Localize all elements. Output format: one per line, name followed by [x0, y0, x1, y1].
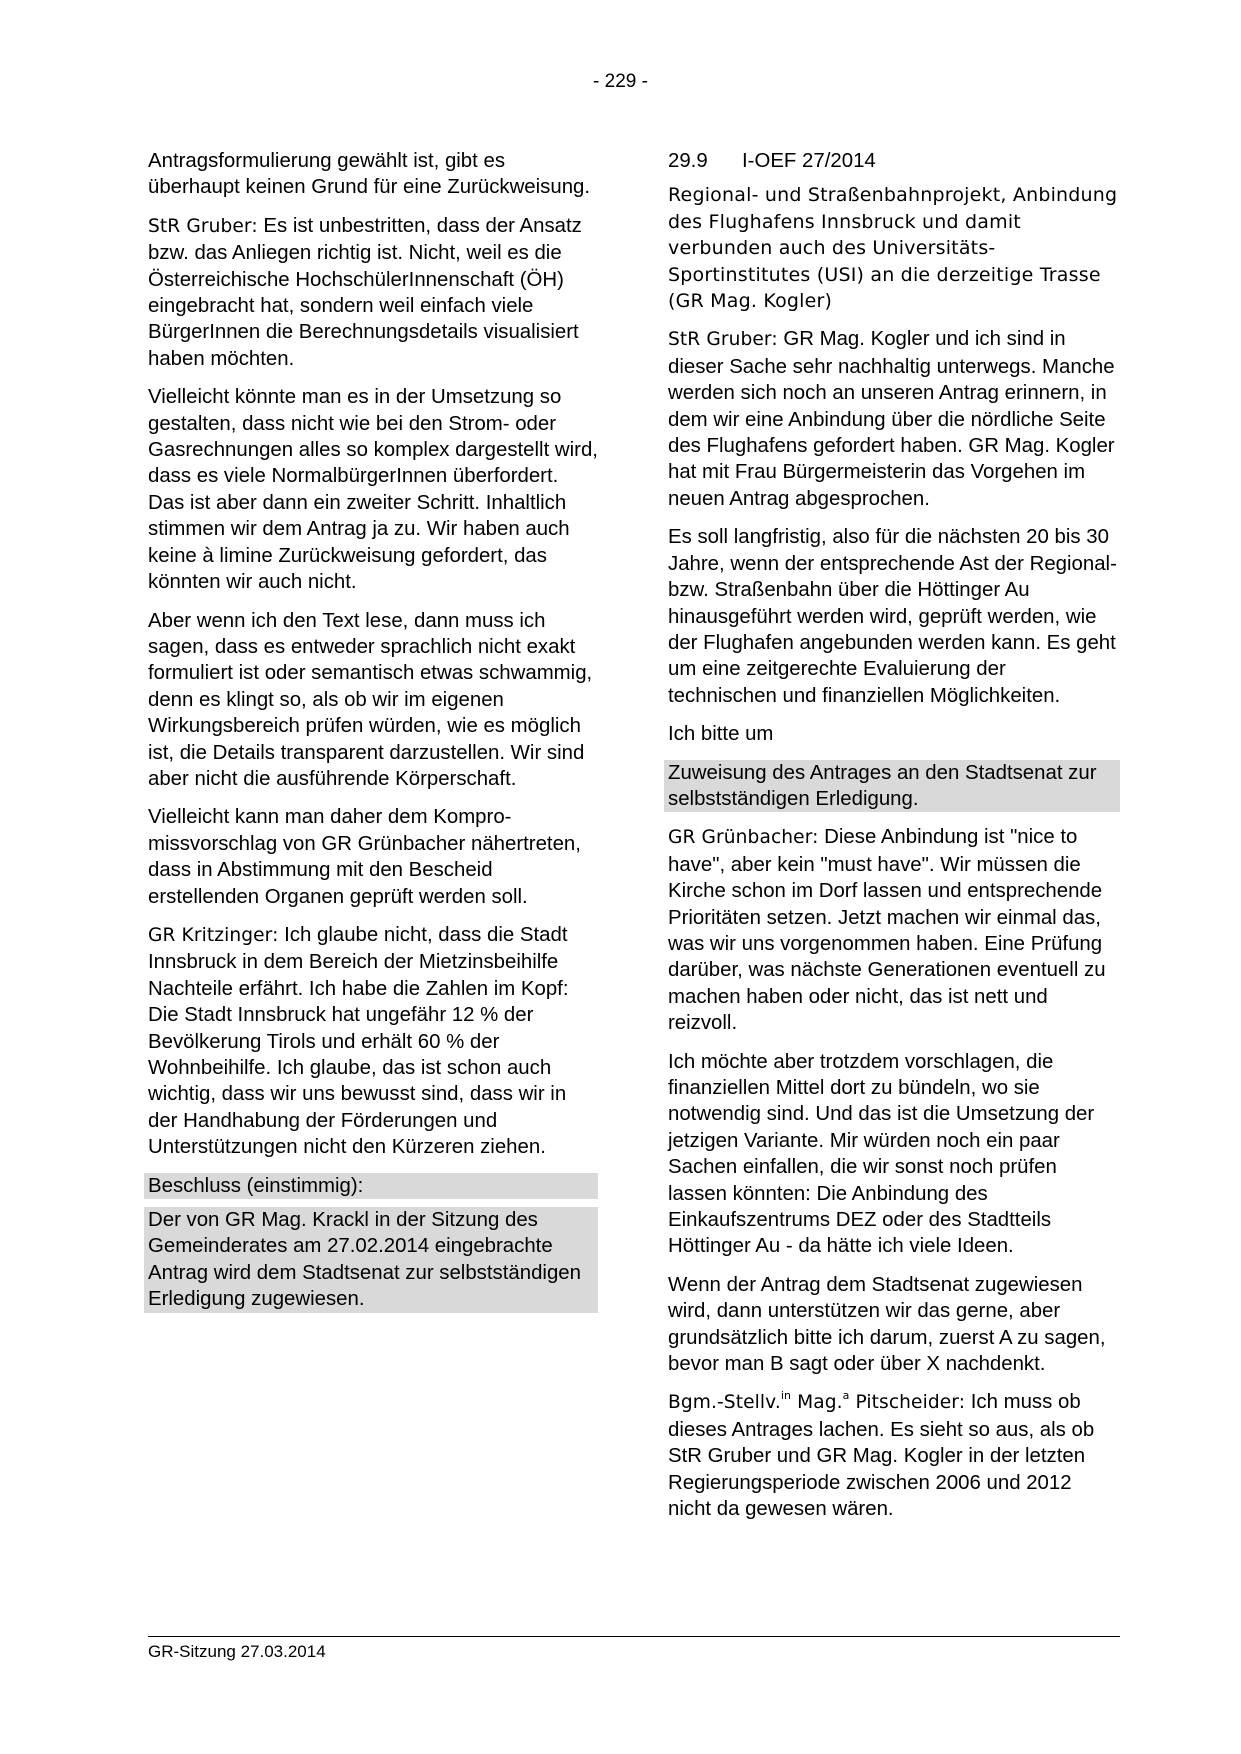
left-column — [148, 148, 598, 1325]
page-number: - 229 - — [593, 71, 648, 92]
paragraph: Ich bitte um — [668, 723, 774, 746]
speech-text: Diese Anbindung ist "nice to have", aber kein "must have". Wir müssen die Kirche schon im Dorf lassen und entsprechende Prioritäten setzen. Jetzt machen wir einmal das, was wir uns vorgenommen haben. Eine Prüfung darüber, was nächste Generationen eventuell zu machen haben oder nicht, das ist nett und reizvoll. — [668, 826, 1106, 1035]
speech-paragraph — [148, 213, 598, 372]
agenda-item-number: 29.9 — [668, 150, 708, 172]
speech-text: Ich muss ob dieses Antrages lachen. Es sieht so aus, als ob StR Gruber und GR Mag. Kogler in der letzten Regierungsperiode zwischen 2006 und 2012 nicht da gewesen wären. — [668, 1391, 1095, 1521]
paragraph: Ich möchte aber trotzdem vorschlagen, die finanziellen Mittel dort zu bündeln, wo sie notwendig sind. Und das ist die Umsetzung der jetzigen Variante. Mir würden noch ein paar Sachen einfallen, die wir sonst noch prüfen lassen könnten: Die Anbindung des Einkaufszentrums DEZ oder des Stadtteils Höttinger Au - da hätte ich viele Ideen. — [668, 1050, 1095, 1258]
speech-paragraph — [668, 824, 1120, 1036]
paragraph: Aber wenn ich den Text lese, dann muss ich sagen, dass es entweder sprachlich nicht exakt formuliert ist oder semantisch etwas schwammig, denn es klingt so, als ob wir im eigenen Wirkungsbereich prüfen würden, wie es möglich ist, die Details transparent darzustellen. Wir sind aber nicht die ausführende Körperschaft. — [148, 609, 593, 790]
agenda-item-heading — [668, 148, 1120, 174]
paragraph: Antragsformulierung gewählt ist, gibt es überhaupt keinen Grund für eine Zurückweisung. — [148, 150, 591, 199]
request-box: Zuweisung des Antrages an den Stadtsenat zur selbstständigen Erledigung. — [664, 760, 1120, 813]
footer-divider — [148, 1636, 1120, 1637]
paragraph: Vielleicht könnte man es in der Umsetzung so gestalten, dass nicht wie bei den Strom- oder Gasrechnungen alles so komplex dargestellt wird, dass es viele NormalbürgerInnen überfordert. Das ist aber dann ein zweiter Schritt. Inhaltlich stimmen wir dem Antrag ja zu. Wir haben auch keine à limine Zurückweisung gefordert, das könnten wir auch nicht. — [148, 386, 598, 594]
paragraph: Es soll langfristig, also für die nächsten 20 bis 30 Jahre, wenn der entsprechende Ast der Regional- bzw. Straßenbahn über die Höttinger Au hinausgeführt werden wird, geprüft werden, wie der Flughafen angebunden werden kann. Es geht um eine zeitgerechte Evaluierung der technischen und finanziellen Möglichkeiten. — [668, 526, 1117, 707]
speaker-name — [668, 1389, 966, 1414]
speech-text: GR Mag. Kogler und ich sind in dieser Sache sehr nachhaltig unterwegs. Manche werden sich noch an unseren Antrag erinnern, in dem wir eine Anbindung über die nördliche Seite des Flughafens gefordert haben. GR Mag. Kogler hat mit Frau Bürgermeisterin das Vorgehen im neuen Antrag abgesprochen. — [668, 328, 1115, 510]
paragraph: Wenn der Antrag dem Stadtsenat zugewiesen wird, dann unterstützen wir das gerne, aber grundsätzlich bitte ich darum, zuerst A zu sagen, bevor man B sagt oder über X nachdenkt. — [668, 1273, 1106, 1376]
speaker-name: GR Kritzinger: — [148, 924, 279, 946]
speaker-title: Mag. — [791, 1392, 843, 1414]
paragraph: Vielleicht kann man daher dem Kompromissvorschlag von GR Grünbacher nähertreten, dass in Abstimmung mit den Bescheid erstellenden Organen geprüft werden soll. — [148, 806, 581, 908]
speech-paragraph — [148, 922, 598, 1161]
agenda-item-code: I-OEF 27/2014 — [742, 150, 876, 172]
agenda-item-title: Regional- und Straßenbahnprojekt, Anbindung des Flughafens Innsbruck und damit verbunden auch des Universitäts-Sportinstitutes (USI) an die derzeitige Trasse (GR Mag. Kogler) — [668, 184, 1118, 313]
speech-text: Ich glaube nicht, dass die Stadt Innsbruck in dem Bereich der Mietzinsbeihilfe Nachteile erfährt. Ich habe die Zahlen im Kopf: Die Stadt Innsbruck hat ungefähr 12 % der Bevölkerung Tirols und erhält 60 % der Wohnbeihilfe. Ich glaube, das ist schon auch wichtig, dass wir uns bewusst sind, dass wir in der Handhabung der Förderungen und Unterstützungen nicht den Kürzeren ziehen. — [148, 923, 569, 1159]
right-column — [668, 148, 1120, 1535]
speaker-name: GR Grünbacher: — [668, 827, 819, 849]
resolution-label: Beschluss (einstimmig): — [144, 1173, 598, 1199]
speech-paragraph — [668, 326, 1120, 512]
speech-text: Es ist unbestritten, dass der Ansatz bzw. das Anliegen richtig ist. Nicht, weil es die Österreichische HochschülerInnenschaft (ÖH) eingebracht hat, sondern weil einfach viele BürgerInnen die Berechnungsdetails visualisiert haben möchten. — [148, 214, 582, 370]
speaker-name: StR Gruber: — [148, 215, 258, 237]
footer-text: GR-Sitzung 27.03.2014 — [148, 1642, 326, 1661]
superscript: a — [842, 1389, 850, 1403]
superscript: in — [780, 1389, 792, 1403]
resolution-text: Der von GR Mag. Krackl in der Sitzung des Gemeinderates am 27.02.2014 eingebrachte Antrag wird dem Stadtsenat zur selbstständigen Erledigung zugewiesen. — [144, 1207, 598, 1313]
speaker-title: Bgm.-Stellv. — [668, 1392, 781, 1414]
speaker-name: StR Gruber: — [668, 329, 778, 351]
speech-paragraph — [668, 1389, 1120, 1522]
speaker-surname: Pitscheider: — [849, 1392, 966, 1414]
